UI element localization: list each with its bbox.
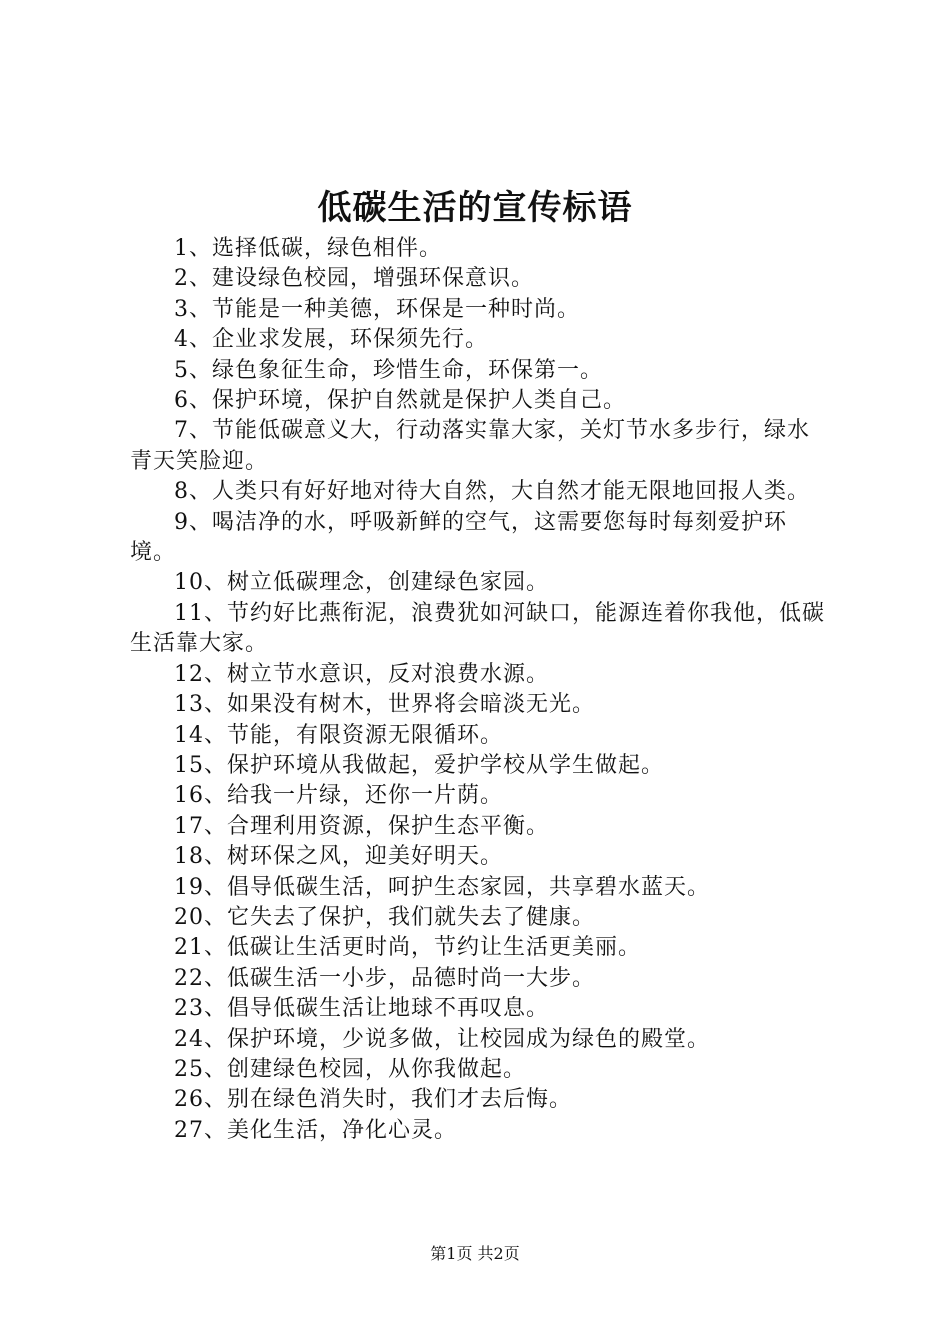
page-title: 低碳生活的宣传标语 — [317, 188, 633, 228]
list-item: 2、建设绿色校园，增强环保意识。 — [174, 266, 534, 292]
list-item: 18、树环保之风，迎美好明天。 — [174, 844, 503, 870]
list-item: 25、创建绿色校园，从你我做起。 — [174, 1056, 526, 1082]
list-item: 11、节约好比燕衔泥，浪费犹如河缺口，能源连着你我他，低碳生活靠大家。 — [130, 600, 825, 657]
list-item: 27、美化生活，净化心灵。 — [174, 1117, 457, 1143]
list-item: 10、树立低碳理念，创建绿色家园。 — [174, 570, 549, 596]
list-item: 21、低碳让生活更时尚，节约让生活更美丽。 — [174, 935, 641, 961]
page-footer: 第1页 共2页 — [430, 1244, 520, 1263]
list-item: 15、保护环境从我做起，爱护学校从学生做起。 — [174, 752, 664, 778]
list-item: 14、节能，有限资源无限循环。 — [174, 722, 503, 748]
list-item: 17、合理利用资源，保护生态平衡。 — [174, 813, 549, 839]
list-item: 6、保护环境，保护自然就是保护人类自己。 — [174, 388, 626, 414]
list-item: 22、低碳生活一小步，品德时尚一大步。 — [174, 965, 595, 991]
list-item: 23、倡导低碳生活让地球不再叹息。 — [174, 996, 549, 1022]
list-item: 24、保护环境，少说多做，让校园成为绿色的殿堂。 — [174, 1026, 710, 1052]
list-item: 3、节能是一种美德，环保是一种时尚。 — [174, 296, 580, 322]
list-item: 19、倡导低碳生活，呵护生态家园，共享碧水蓝天。 — [174, 874, 710, 900]
list-item: 16、给我一片绿，还你一片荫。 — [174, 783, 503, 809]
list-item: 1、选择低碳，绿色相伴。 — [174, 236, 442, 261]
list-item: 5、绿色象征生命，珍惜生命，环保第一。 — [174, 357, 603, 383]
list-item: 26、别在绿色消失时，我们才去后悔。 — [174, 1087, 572, 1113]
list-item: 20、它失去了保护，我们就失去了健康。 — [174, 904, 595, 930]
list-item: 12、树立节水意识，反对浪费水源。 — [174, 661, 549, 687]
list-item: 13、如果没有树木，世界将会暗淡无光。 — [174, 692, 595, 718]
list-item: 8、人类只有好好地对待大自然，大自然才能无限地回报人类。 — [174, 479, 810, 505]
list-item: 9、喝洁净的水，呼吸新鲜的空气，这需要您每时每刻爱护环境。 — [130, 509, 787, 566]
list-item: 7、节能低碳意义大，行动落实靠大家，关灯节水多步行，绿水青天笑脸迎。 — [130, 418, 810, 474]
list-item: 4、企业求发展，环保须先行。 — [174, 327, 488, 353]
slogan-list — [130, 234, 830, 1146]
